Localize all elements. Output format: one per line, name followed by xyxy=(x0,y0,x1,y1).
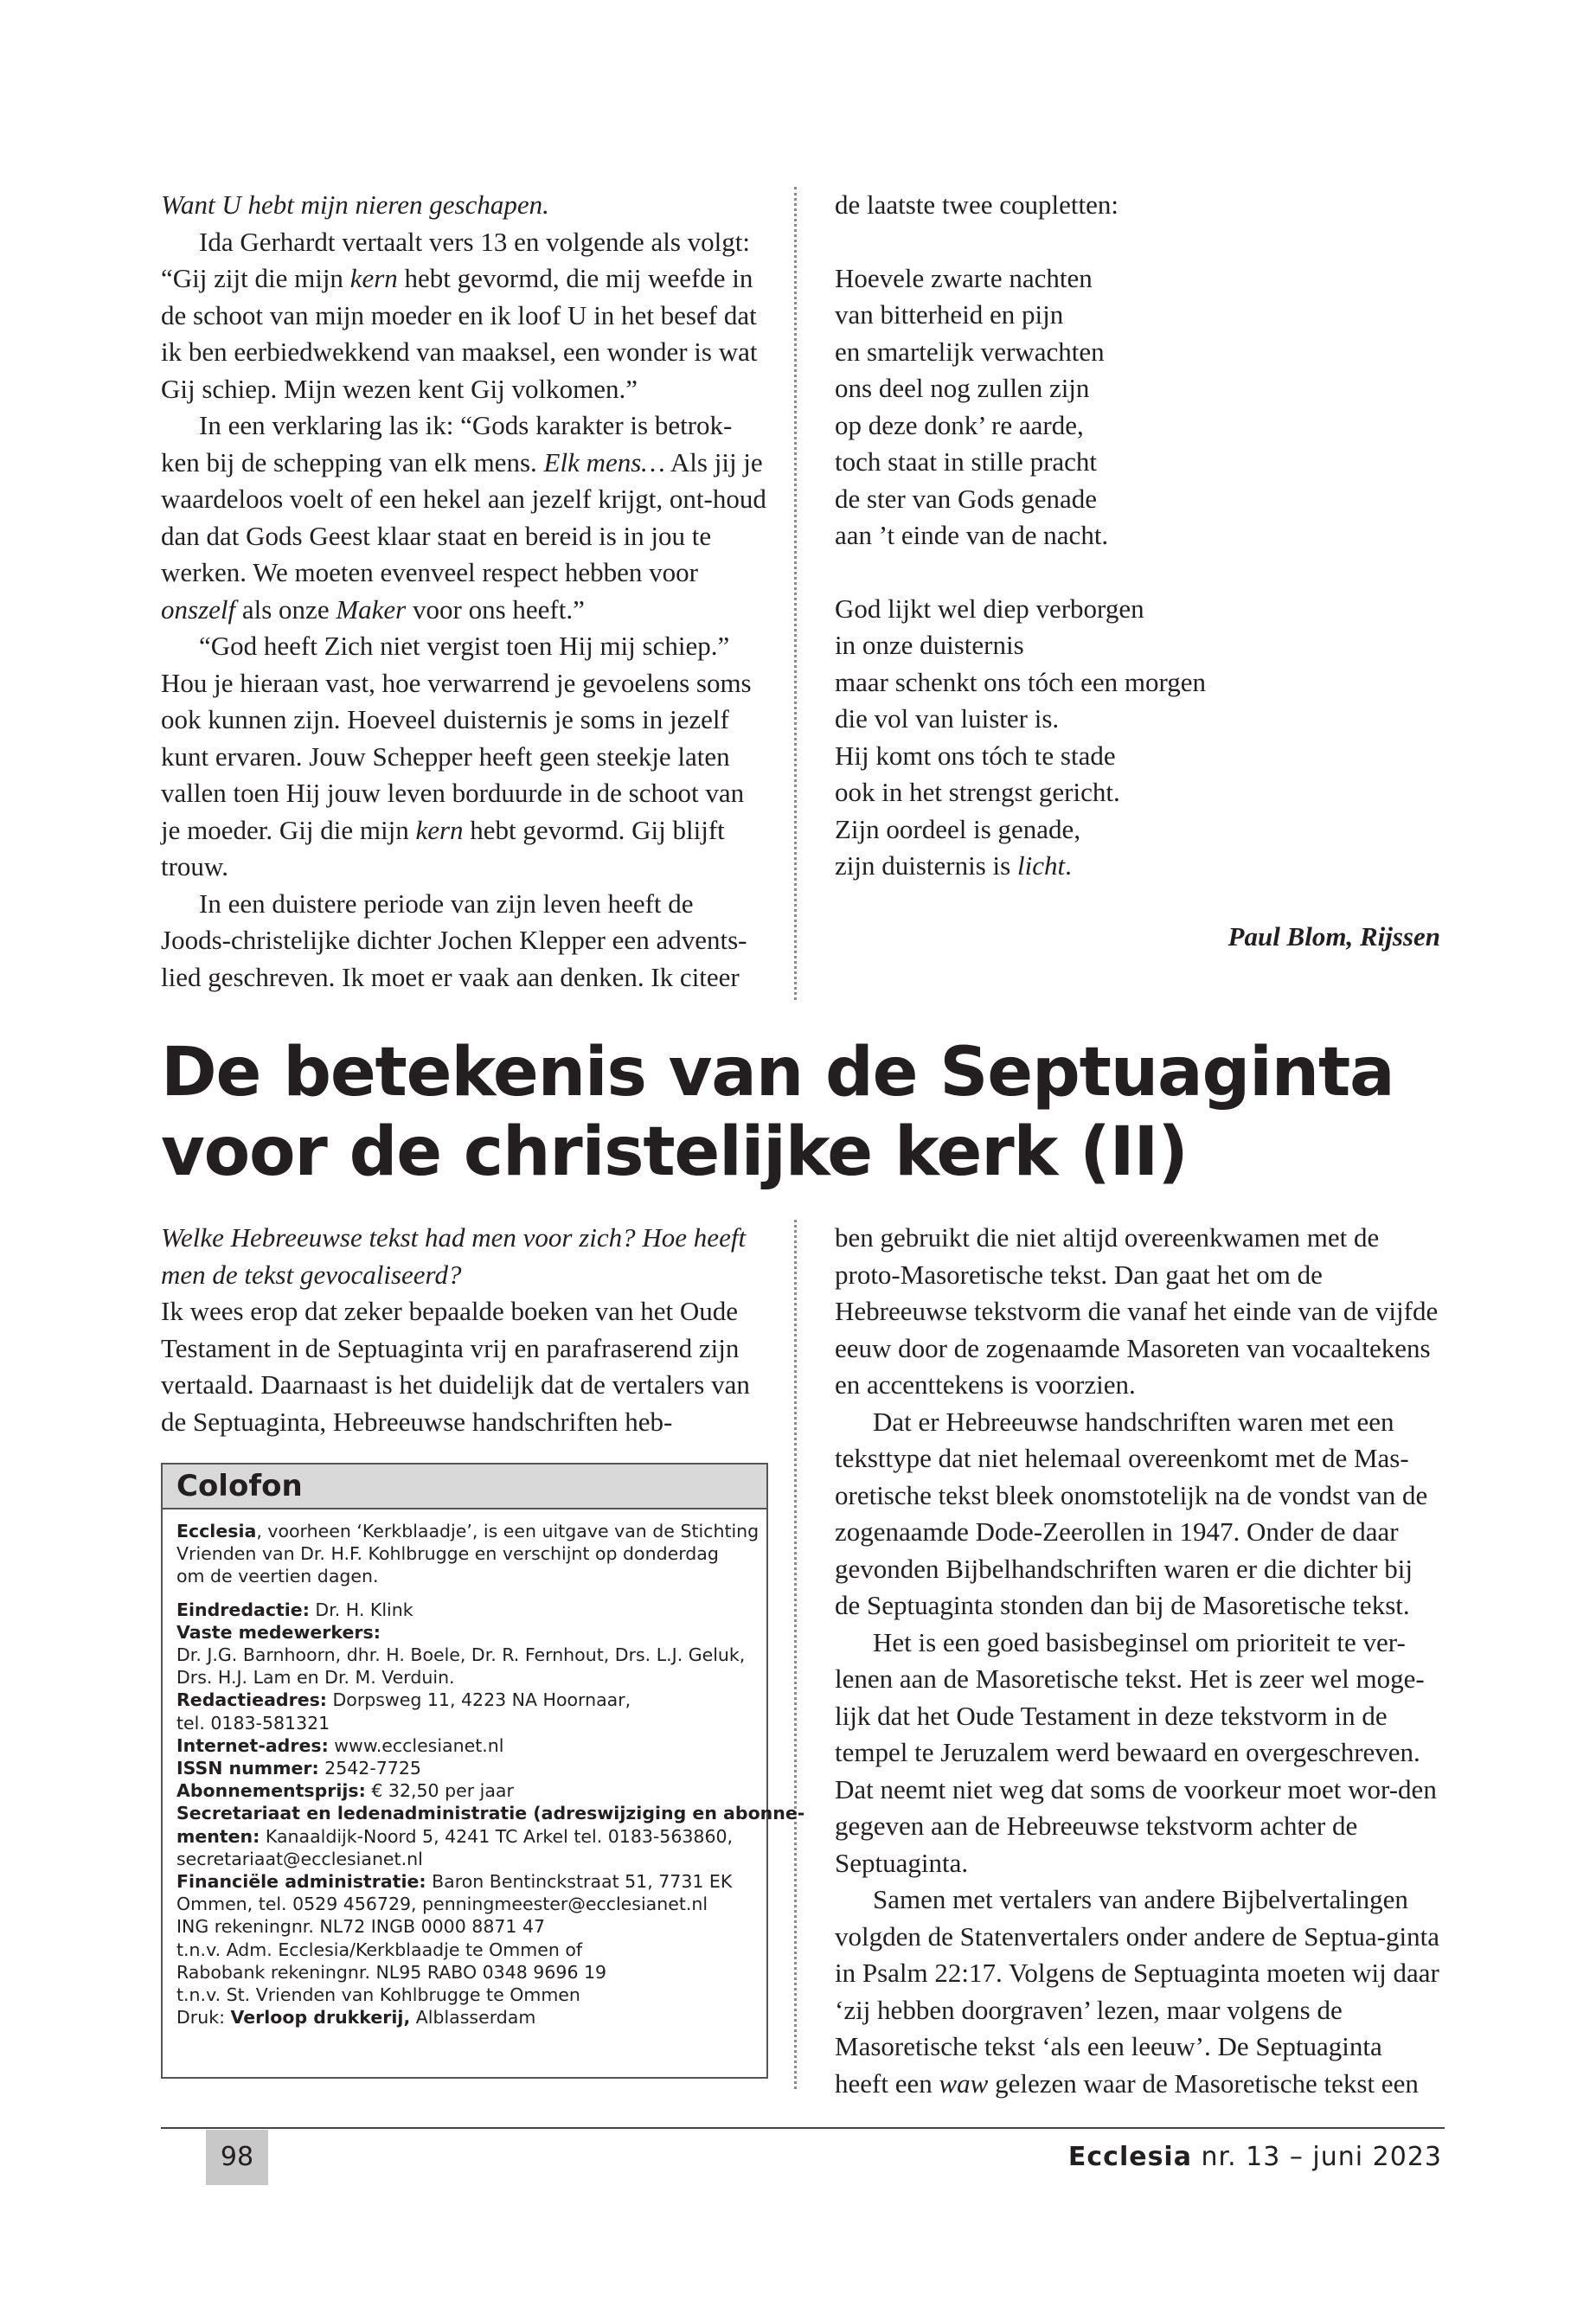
poem-line: God lijkt wel diep verborgen xyxy=(835,593,1144,624)
colofon-line: Eindredactie: Dr. H. Klink xyxy=(176,1599,413,1620)
colofon-line: Vrienden van Dr. H.F. Kohlbrugge en verschijnt op donderdag xyxy=(176,1543,719,1565)
top-left-column xyxy=(161,187,766,996)
colofon-line: Ecclesia, voorheen ‘Kerkblaadje’, is een uitgave van de Stichting xyxy=(176,1521,760,1541)
magazine-name: Ecclesia xyxy=(1067,2142,1192,2172)
magazine-issue xyxy=(1068,2130,1442,2185)
poem-intro: de laatste twee coupletten: xyxy=(835,189,1118,220)
bottom-right-column xyxy=(835,1220,1440,2102)
article-paragraph: Dat er Hebreeuwse handschriften waren met een teksttype dat niet helemaal overeenkomt met de Mas-oretische tekst bleek onomstotelijk na de vondst van de zogenaamde Dode-Zeerollen in 1947. Onder de daar gevonden Bijbelhandschriften waren er die dichter bij de Septuaginta stonden dan bij de Masoretische tekst. xyxy=(835,1406,1428,1620)
issue-info: nr. 13 – juni 2023 xyxy=(1191,2142,1442,2172)
colofon-line: Drs. H.J. Lam en Dr. M. Verduin. xyxy=(176,1667,455,1689)
column-divider-bottom xyxy=(794,1220,797,2089)
poem-line: ook in het strengst gericht. xyxy=(835,777,1120,807)
article-paragraph: Ida Gerhardt vertaalt vers 13 en volgende als volgt: “Gij zijt die mijn kern hebt gevormd, die mij weefde in de schoot van mijn moeder en ik loof U in het besef dat ik ben eerbiedwekkend van maaksel, een wonder is wat Gij schiep. Mijn wezen kent Gij volkomen.” xyxy=(161,226,758,404)
poem-line: aan ’t einde van de nacht. xyxy=(835,520,1109,550)
poem-line: de ster van Gods genade xyxy=(835,483,1098,514)
article-paragraph: Ik wees erop dat zeker bepaalde boeken van het Oude Testament in de Septuaginta vrij en parafraserend zijn vertaald. Daarnaast is het duidelijk dat de vertalers van de Septuaginta, Hebreeuwse handschriften heb- xyxy=(161,1296,750,1437)
colofon-line: t.n.v. St. Vrienden van Kohlbrugge te Ommen xyxy=(176,1984,580,2006)
poem-line: toch staat in stille pracht xyxy=(835,446,1098,477)
colofon-line: Abonnementsprijs: € 32,50 per jaar xyxy=(176,1780,514,1802)
poem-line: van bitterheid en pijn xyxy=(835,299,1064,330)
poem-line: en smartelijk verwachten xyxy=(835,336,1105,367)
footer-rule xyxy=(161,2127,1445,2129)
colofon-line: secretariaat@ecclesianet.nl xyxy=(176,1848,423,1869)
colofon-line: Vaste medewerkers: xyxy=(176,1621,381,1643)
poem-line: die vol van luister is. xyxy=(835,703,1060,734)
article-paragraph: Het is een goed basisbeginsel om prioriteit te ver-lenen aan de Masoretische tekst. Het is zeer wel moge-lijk dat het Oude Testament in deze tekstvorm in de tempel te Jeruzalem werd bewaard en overgeschreven. Dat neemt niet weg dat soms de voorkeur moet wor-den gegeven aan de Hebreeuwse tekstvorm achter de Septuaginta. xyxy=(835,1626,1437,1878)
article-paragraph: ben gebruikt die niet altijd overeenkwamen met de proto-Masoretische tekst. Dan gaat het om de Hebreeuwse tekstvorm die vanaf het einde van de vijfde eeuw door de zogenaamde Masoreten van vocaaltekens en accenttekens is voorzien. xyxy=(835,1222,1439,1400)
colofon-line: t.n.v. Adm. Ecclesia/Kerkblaadje te Ommen of xyxy=(176,1939,583,1960)
colofon-line: menten: Kanaaldijk-Noord 5, 4241 TC Arkel tel. 0183-563860, xyxy=(176,1825,734,1847)
colofon-line: Ommen, tel. 0529 456729, penningmeester@ecclesianet.nl xyxy=(176,1894,708,1915)
poem-stanza-1 xyxy=(835,260,1440,554)
poem-line: op deze donk’ re aarde, xyxy=(835,409,1084,440)
article-headline: De betekenis van de Septuaginta voor de christelijke kerk (II) xyxy=(161,1034,1394,1191)
page-number: 98 xyxy=(206,2130,268,2185)
poem-line: Zijn oordeel is genade, xyxy=(835,813,1081,844)
colofon-line: Secretariaat en ledenadministratie (adreswijziging en abonne- xyxy=(176,1803,805,1824)
poem-line: maar schenkt ons tóch een morgen xyxy=(835,666,1206,697)
poem-line: ons deel nog zullen zijn xyxy=(835,373,1090,403)
poem-last-line: zijn duisternis is licht. xyxy=(835,850,1072,881)
colofon-title: Colofon xyxy=(163,1465,766,1509)
colofon-line: Druk: Verloop drukkerij, Alblasserdam xyxy=(176,2007,536,2029)
colofon-line: Financiële administratie: Baron Bentinckstraat 51, 7731 EK xyxy=(176,1871,733,1893)
article-paragraph: In een verklaring las ik: “Gods karakter is betrok-ken bij de schepping van elk mens. Elk mens… Als jij je waardeloos voelt of een hekel aan jezelf krijgt, ont-houd dan dat Gods Geest klaar staat en bereid is in jou te werken. We moeten evenveel respect hebben voor onszelf als onze Maker voor ons heeft.” xyxy=(161,410,766,625)
poem-line: Hoevele zwarte nachten xyxy=(835,262,1093,293)
colofon-line: Dr. J.G. Barnhoorn, dhr. H. Boele, Dr. R. Fernhout, Drs. L.J. Geluk, xyxy=(176,1644,746,1666)
colofon-line: ISSN nummer: 2542-7725 xyxy=(176,1758,421,1779)
article-paragraph: Want U hebt mijn nieren geschapen. xyxy=(161,189,549,220)
article-signature: Paul Blom, Rijssen xyxy=(1227,920,1440,952)
article-intro-question: Welke Hebreeuwse tekst had men voor zich? Hoe heeft men de tekst gevocaliseerd? xyxy=(161,1222,747,1290)
article-paragraph: In een duistere periode van zijn leven heeft de Joods-christelijke dichter Jochen Klepper een advents-lied geschreven. Ik moet er vaak aan denken. Ik citeer xyxy=(161,888,747,992)
column-divider-top xyxy=(794,187,797,1000)
colofon-box xyxy=(161,1463,805,2079)
colofon-line: Rabobank rekeningnr. NL95 RABO 0348 9696 19 xyxy=(176,1961,607,1983)
article-paragraph: “God heeft Zich niet vergist toen Hij mij schiep.” Hou je hieraan vast, hoe verwarrend je gevoelens soms ook kunnen zijn. Hoeveel duisternis je soms in jezelf kunt ervaren. Jouw Schepper heeft geen steekje laten vallen toen Hij jouw leven borduurde in de schoot van je moeder. Gij die mijn kern hebt gevormd. Gij blijft trouw. xyxy=(161,631,752,881)
article-paragraph: Samen met vertalers van andere Bijbelvertalingen volgden de Statenvertalers onder andere de Septua-ginta in Psalm 22:17. Volgens de Septuaginta moeten wij daar ‘zij hebben doorgraven’ lezen, maar volgens de Masoretische tekst ‘als een leeuw’. De Septuaginta heeft een waw gelezen waar de Masoretische tekst een xyxy=(835,1884,1439,2099)
colofon-line: om de veertien dagen. xyxy=(176,1566,379,1587)
bottom-left-column xyxy=(161,1220,766,1440)
colofon-line: ING rekeningnr. NL72 INGB 0000 8871 47 xyxy=(176,1916,546,1938)
colofon-line: Internet-adres: www.ecclesianet.nl xyxy=(176,1734,504,1756)
colofon-line: tel. 0183-581321 xyxy=(176,1712,330,1734)
colofon-body xyxy=(163,1509,805,2029)
colofon-spacer xyxy=(176,1588,753,1599)
colofon-line: Redactieadres: Dorpsweg 11, 4223 NA Hoornaar, xyxy=(176,1689,631,1711)
poem-stanza-2 xyxy=(835,591,1440,885)
poem-line: in onze duisternis xyxy=(835,630,1024,660)
poem-line: Hij komt ons tóch te stade xyxy=(835,740,1116,771)
top-right-column xyxy=(835,187,1440,952)
